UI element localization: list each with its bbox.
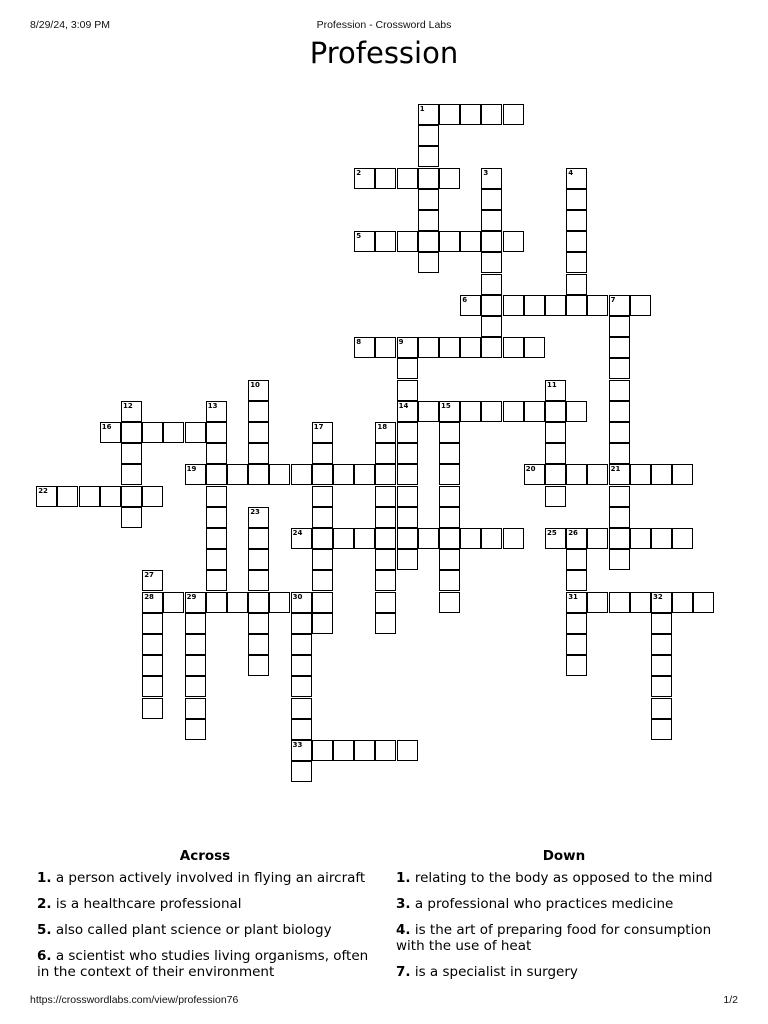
clue-number-label: 17 xyxy=(313,423,324,431)
grid-cell[interactable] xyxy=(397,740,418,761)
grid-cell[interactable] xyxy=(185,655,206,676)
grid-cell[interactable] xyxy=(57,486,78,507)
grid-cell[interactable] xyxy=(609,443,630,464)
down-clue xyxy=(396,964,736,980)
grid-cell[interactable] xyxy=(481,528,502,549)
clue-text: also called plant science or plant biology xyxy=(55,922,332,938)
grid-cell[interactable] xyxy=(481,104,502,125)
grid-cell[interactable] xyxy=(566,549,587,570)
grid-cell[interactable] xyxy=(185,422,206,443)
grid-cell[interactable] xyxy=(418,168,439,189)
clue-number-label: 9 xyxy=(398,338,404,347)
clue-text: a scientist who studies living organisms, often in the context of their environment xyxy=(37,948,369,980)
grid-cell[interactable] xyxy=(397,422,418,443)
grid-cell[interactable] xyxy=(630,295,651,316)
clue-number: 5. xyxy=(37,922,52,938)
grid-cell[interactable] xyxy=(439,486,460,507)
grid-cell[interactable] xyxy=(481,231,502,252)
clue-number-label: 29 xyxy=(186,592,197,601)
clue-number-label: 27 xyxy=(144,571,154,580)
grid-cell[interactable] xyxy=(481,274,502,295)
grid-cell[interactable] xyxy=(651,634,672,655)
grid-cell[interactable] xyxy=(566,634,587,655)
grid-cell[interactable] xyxy=(354,528,375,549)
down-heading: Down xyxy=(542,848,586,864)
clue-number: 6. xyxy=(37,948,52,964)
clue-number-label: 26 xyxy=(568,529,578,537)
grid-cell[interactable] xyxy=(248,401,269,422)
grid-cell[interactable] xyxy=(503,337,524,358)
clue-number-label: 4 xyxy=(568,168,574,177)
clue-number-label: 30 xyxy=(292,592,303,601)
print-page-number: 1/2 xyxy=(723,994,738,1006)
grid-cell[interactable] xyxy=(418,252,439,273)
down-clue xyxy=(396,922,736,954)
grid-cell[interactable] xyxy=(439,528,460,549)
clue-number: 2. xyxy=(37,896,52,912)
clue-number-label: 15 xyxy=(441,401,451,410)
grid-cell[interactable] xyxy=(142,676,163,697)
clue-number-label: 14 xyxy=(398,401,409,410)
grid-cell[interactable] xyxy=(651,464,672,485)
grid-cell[interactable] xyxy=(121,422,142,443)
clue-text: is a healthcare professional xyxy=(55,896,242,912)
grid-cell[interactable] xyxy=(524,401,545,422)
grid-cell[interactable] xyxy=(545,295,566,316)
grid-cell[interactable] xyxy=(206,549,227,570)
grid-cell[interactable] xyxy=(609,507,630,528)
clue-number-label: 10 xyxy=(250,380,260,389)
grid-cell[interactable] xyxy=(397,528,418,549)
clue-number: 7. xyxy=(396,964,411,980)
grid-cell[interactable] xyxy=(481,295,502,316)
grid-cell[interactable] xyxy=(79,486,100,507)
clue-number-label: 11 xyxy=(547,380,557,389)
grid-cell[interactable] xyxy=(248,592,269,613)
across-clue xyxy=(37,922,377,938)
clue-number-label: 24 xyxy=(292,529,303,537)
clue-number-label: 21 xyxy=(610,465,621,474)
grid-cell[interactable] xyxy=(693,592,714,613)
clue-number: 3. xyxy=(396,896,411,912)
grid-cell[interactable] xyxy=(545,486,566,507)
grid-cell[interactable] xyxy=(227,592,248,613)
grid-cell[interactable] xyxy=(333,528,354,549)
grid-cell[interactable] xyxy=(503,401,524,422)
across-clue xyxy=(37,870,377,886)
grid-cell[interactable] xyxy=(206,528,227,549)
grid-cell[interactable] xyxy=(545,464,566,485)
grid-cell[interactable] xyxy=(630,592,651,613)
grid-cell[interactable] xyxy=(397,168,418,189)
grid-cell[interactable] xyxy=(333,740,354,761)
grid-cell[interactable] xyxy=(418,189,439,210)
grid-cell[interactable] xyxy=(227,464,248,485)
grid-cell[interactable] xyxy=(397,231,418,252)
clue-number-label: 1 xyxy=(419,105,425,113)
grid-cell[interactable] xyxy=(312,613,333,634)
clue-number-label: 31 xyxy=(568,592,578,601)
clue-number-label: 16 xyxy=(101,423,112,431)
grid-cell[interactable] xyxy=(439,570,460,591)
grid-cell[interactable] xyxy=(439,231,460,252)
grid-cell[interactable] xyxy=(375,549,396,570)
clue-number: 1. xyxy=(37,870,52,886)
grid-cell[interactable] xyxy=(418,528,439,549)
grid-cell[interactable] xyxy=(503,231,524,252)
clue-text: a professional who practices medicine xyxy=(414,896,674,912)
grid-cell[interactable] xyxy=(587,528,608,549)
down-clue xyxy=(396,870,736,886)
grid-cell[interactable] xyxy=(587,592,608,613)
grid-cell[interactable] xyxy=(609,592,630,613)
grid-cell[interactable] xyxy=(248,613,269,634)
grid-cell[interactable] xyxy=(439,464,460,485)
grid-cell[interactable] xyxy=(609,380,630,401)
grid-cell[interactable] xyxy=(397,549,418,570)
grid-cell[interactable] xyxy=(269,464,290,485)
grid-cell[interactable] xyxy=(566,231,587,252)
grid-cell[interactable] xyxy=(630,528,651,549)
grid-cell[interactable] xyxy=(312,740,333,761)
grid-cell[interactable] xyxy=(587,295,608,316)
grid-cell[interactable] xyxy=(418,210,439,231)
grid-cell[interactable] xyxy=(481,401,502,422)
grid-cell[interactable] xyxy=(354,464,375,485)
grid-cell[interactable] xyxy=(185,613,206,634)
grid-cell[interactable] xyxy=(566,210,587,231)
grid-cell[interactable] xyxy=(291,464,312,485)
grid-cell[interactable] xyxy=(609,316,630,337)
clue-number-label: 32 xyxy=(653,592,663,601)
grid-cell[interactable] xyxy=(503,104,524,125)
clue-number: 1. xyxy=(396,870,411,886)
grid-cell[interactable] xyxy=(481,189,502,210)
grid-cell[interactable] xyxy=(248,464,269,485)
grid-cell[interactable] xyxy=(375,570,396,591)
grid-cell[interactable] xyxy=(503,528,524,549)
grid-cell[interactable] xyxy=(609,422,630,443)
print-tab-title: Profession - Crossword Labs xyxy=(316,19,452,31)
grid-cell[interactable] xyxy=(163,422,184,443)
grid-cell[interactable] xyxy=(481,337,502,358)
grid-cell[interactable] xyxy=(545,443,566,464)
grid-cell[interactable] xyxy=(672,592,693,613)
grid-cell[interactable] xyxy=(375,231,396,252)
grid-cell[interactable] xyxy=(503,295,524,316)
grid-cell[interactable] xyxy=(524,295,545,316)
grid-cell[interactable] xyxy=(609,337,630,358)
grid-cell[interactable] xyxy=(481,316,502,337)
grid-cell[interactable] xyxy=(206,592,227,613)
clue-text: is the art of preparing food for consumption with the use of heat xyxy=(396,922,712,954)
grid-cell[interactable] xyxy=(206,507,227,528)
grid-cell[interactable] xyxy=(248,549,269,570)
grid-cell[interactable] xyxy=(142,486,163,507)
grid-cell[interactable] xyxy=(439,592,460,613)
grid-cell[interactable] xyxy=(375,464,396,485)
grid-cell[interactable] xyxy=(206,422,227,443)
grid-cell[interactable] xyxy=(248,443,269,464)
across-clue xyxy=(37,896,377,912)
grid-cell[interactable] xyxy=(206,464,227,485)
grid-cell[interactable] xyxy=(375,486,396,507)
grid-cell[interactable] xyxy=(375,337,396,358)
clue-number-label: 28 xyxy=(144,592,154,601)
grid-cell[interactable] xyxy=(460,401,481,422)
clue-number-label: 5 xyxy=(356,232,362,241)
grid-cell[interactable] xyxy=(651,676,672,697)
grid-cell[interactable] xyxy=(142,655,163,676)
grid-cell[interactable] xyxy=(587,464,608,485)
grid-cell[interactable] xyxy=(291,761,312,782)
grid-cell[interactable] xyxy=(566,464,587,485)
grid-cell[interactable] xyxy=(121,507,142,528)
clue-number-label: 33 xyxy=(292,741,303,749)
grid-cell[interactable] xyxy=(439,168,460,189)
grid-cell[interactable] xyxy=(566,401,587,422)
clue-text: relating to the body as opposed to the mind xyxy=(414,870,713,886)
grid-cell[interactable] xyxy=(312,486,333,507)
grid-cell[interactable] xyxy=(333,464,354,485)
clue-number-label: 19 xyxy=(186,465,197,474)
grid-cell[interactable] xyxy=(630,464,651,485)
down-clue xyxy=(396,896,736,912)
grid-cell[interactable] xyxy=(375,507,396,528)
grid-cell[interactable] xyxy=(672,464,693,485)
grid-cell[interactable] xyxy=(566,295,587,316)
grid-cell[interactable] xyxy=(375,443,396,464)
grid-cell[interactable] xyxy=(312,443,333,464)
grid-cell[interactable] xyxy=(460,104,481,125)
clue-number-label: 23 xyxy=(250,507,260,516)
grid-cell[interactable] xyxy=(651,655,672,676)
clue-text: a person actively involved in flying an aircraft xyxy=(55,870,366,886)
grid-cell[interactable] xyxy=(566,655,587,676)
grid-cell[interactable] xyxy=(142,422,163,443)
grid-cell[interactable] xyxy=(291,719,312,740)
grid-cell[interactable] xyxy=(397,486,418,507)
grid-cell[interactable] xyxy=(609,486,630,507)
across-clue xyxy=(37,948,377,980)
grid-cell[interactable] xyxy=(397,464,418,485)
grid-cell[interactable] xyxy=(291,698,312,719)
clue-number-label: 13 xyxy=(207,401,218,410)
grid-cell[interactable] xyxy=(185,698,206,719)
grid-cell[interactable] xyxy=(609,528,630,549)
grid-cell[interactable] xyxy=(269,592,290,613)
grid-cell[interactable] xyxy=(460,337,481,358)
grid-cell[interactable] xyxy=(566,570,587,591)
grid-cell[interactable] xyxy=(418,231,439,252)
grid-cell[interactable] xyxy=(609,358,630,379)
grid-cell[interactable] xyxy=(291,613,312,634)
grid-cell[interactable] xyxy=(375,168,396,189)
grid-cell[interactable] xyxy=(206,443,227,464)
grid-cell[interactable] xyxy=(375,528,396,549)
grid-cell[interactable] xyxy=(248,655,269,676)
clue-number-label: 20 xyxy=(525,465,536,474)
clue-number-label: 25 xyxy=(547,529,557,537)
grid-cell[interactable] xyxy=(651,613,672,634)
clue-number-label: 6 xyxy=(462,295,468,304)
grid-cell[interactable] xyxy=(545,422,566,443)
grid-cell[interactable] xyxy=(291,655,312,676)
print-url: https://crosswordlabs.com/view/profession76 xyxy=(30,994,239,1006)
clue-number-label: 8 xyxy=(356,338,362,347)
grid-cell[interactable] xyxy=(375,592,396,613)
grid-cell[interactable] xyxy=(672,528,693,549)
clue-number-label: 18 xyxy=(377,423,388,431)
grid-cell[interactable] xyxy=(566,274,587,295)
grid-cell[interactable] xyxy=(609,549,630,570)
grid-cell[interactable] xyxy=(439,104,460,125)
grid-cell[interactable] xyxy=(312,570,333,591)
grid-cell[interactable] xyxy=(291,634,312,655)
grid-cell[interactable] xyxy=(609,401,630,422)
down-clues xyxy=(396,848,736,990)
grid-cell[interactable] xyxy=(566,252,587,273)
grid-cell[interactable] xyxy=(418,401,439,422)
grid-cell[interactable] xyxy=(481,210,502,231)
grid-cell[interactable] xyxy=(185,676,206,697)
grid-cell[interactable] xyxy=(545,401,566,422)
grid-cell[interactable] xyxy=(312,528,333,549)
grid-cell[interactable] xyxy=(312,592,333,613)
grid-cell[interactable] xyxy=(354,740,375,761)
clue-number-label: 12 xyxy=(123,401,133,410)
grid-cell[interactable] xyxy=(566,613,587,634)
across-heading: Across xyxy=(179,848,231,864)
grid-cell[interactable] xyxy=(206,486,227,507)
across-clues xyxy=(37,848,377,990)
grid-cell[interactable] xyxy=(100,486,121,507)
grid-cell[interactable] xyxy=(142,698,163,719)
grid-cell[interactable] xyxy=(439,507,460,528)
grid-cell[interactable] xyxy=(651,698,672,719)
grid-cell[interactable] xyxy=(460,231,481,252)
grid-cell[interactable] xyxy=(312,549,333,570)
grid-cell[interactable] xyxy=(142,613,163,634)
grid-cell[interactable] xyxy=(651,528,672,549)
puzzle-title: Profession xyxy=(309,36,459,70)
grid-cell[interactable] xyxy=(312,507,333,528)
clue-number: 4. xyxy=(396,922,411,938)
grid-cell[interactable] xyxy=(142,634,163,655)
grid-cell[interactable] xyxy=(460,528,481,549)
grid-cell[interactable] xyxy=(121,464,142,485)
grid-cell[interactable] xyxy=(312,464,333,485)
clue-number-label: 3 xyxy=(483,168,489,177)
grid-cell[interactable] xyxy=(291,676,312,697)
grid-cell[interactable] xyxy=(375,613,396,634)
grid-cell[interactable] xyxy=(439,422,460,443)
grid-cell[interactable] xyxy=(397,443,418,464)
grid-cell[interactable] xyxy=(375,740,396,761)
grid-cell[interactable] xyxy=(206,570,227,591)
grid-cell[interactable] xyxy=(248,570,269,591)
grid-cell[interactable] xyxy=(397,380,418,401)
grid-cell[interactable] xyxy=(397,358,418,379)
grid-cell[interactable] xyxy=(418,125,439,146)
grid-cell[interactable] xyxy=(121,486,142,507)
grid-cell[interactable] xyxy=(524,337,545,358)
grid-cell[interactable] xyxy=(439,337,460,358)
grid-cell[interactable] xyxy=(651,719,672,740)
grid-cell[interactable] xyxy=(121,443,142,464)
clue-number-label: 7 xyxy=(610,295,616,304)
grid-cell[interactable] xyxy=(439,443,460,464)
grid-cell[interactable] xyxy=(439,549,460,570)
clue-text: is a specialist in surgery xyxy=(414,964,578,980)
grid-cell[interactable] xyxy=(248,528,269,549)
grid-cell[interactable] xyxy=(163,592,184,613)
print-datetime: 8/29/24, 3:09 PM xyxy=(30,19,110,31)
clue-number-label: 22 xyxy=(38,486,48,495)
grid-cell[interactable] xyxy=(185,634,206,655)
grid-cell[interactable] xyxy=(418,146,439,167)
grid-cell[interactable] xyxy=(566,189,587,210)
grid-cell[interactable] xyxy=(397,507,418,528)
grid-cell[interactable] xyxy=(248,634,269,655)
grid-cell[interactable] xyxy=(481,252,502,273)
grid-cell[interactable] xyxy=(185,719,206,740)
clue-number-label: 2 xyxy=(356,168,362,177)
grid-cell[interactable] xyxy=(418,337,439,358)
grid-cell[interactable] xyxy=(248,422,269,443)
